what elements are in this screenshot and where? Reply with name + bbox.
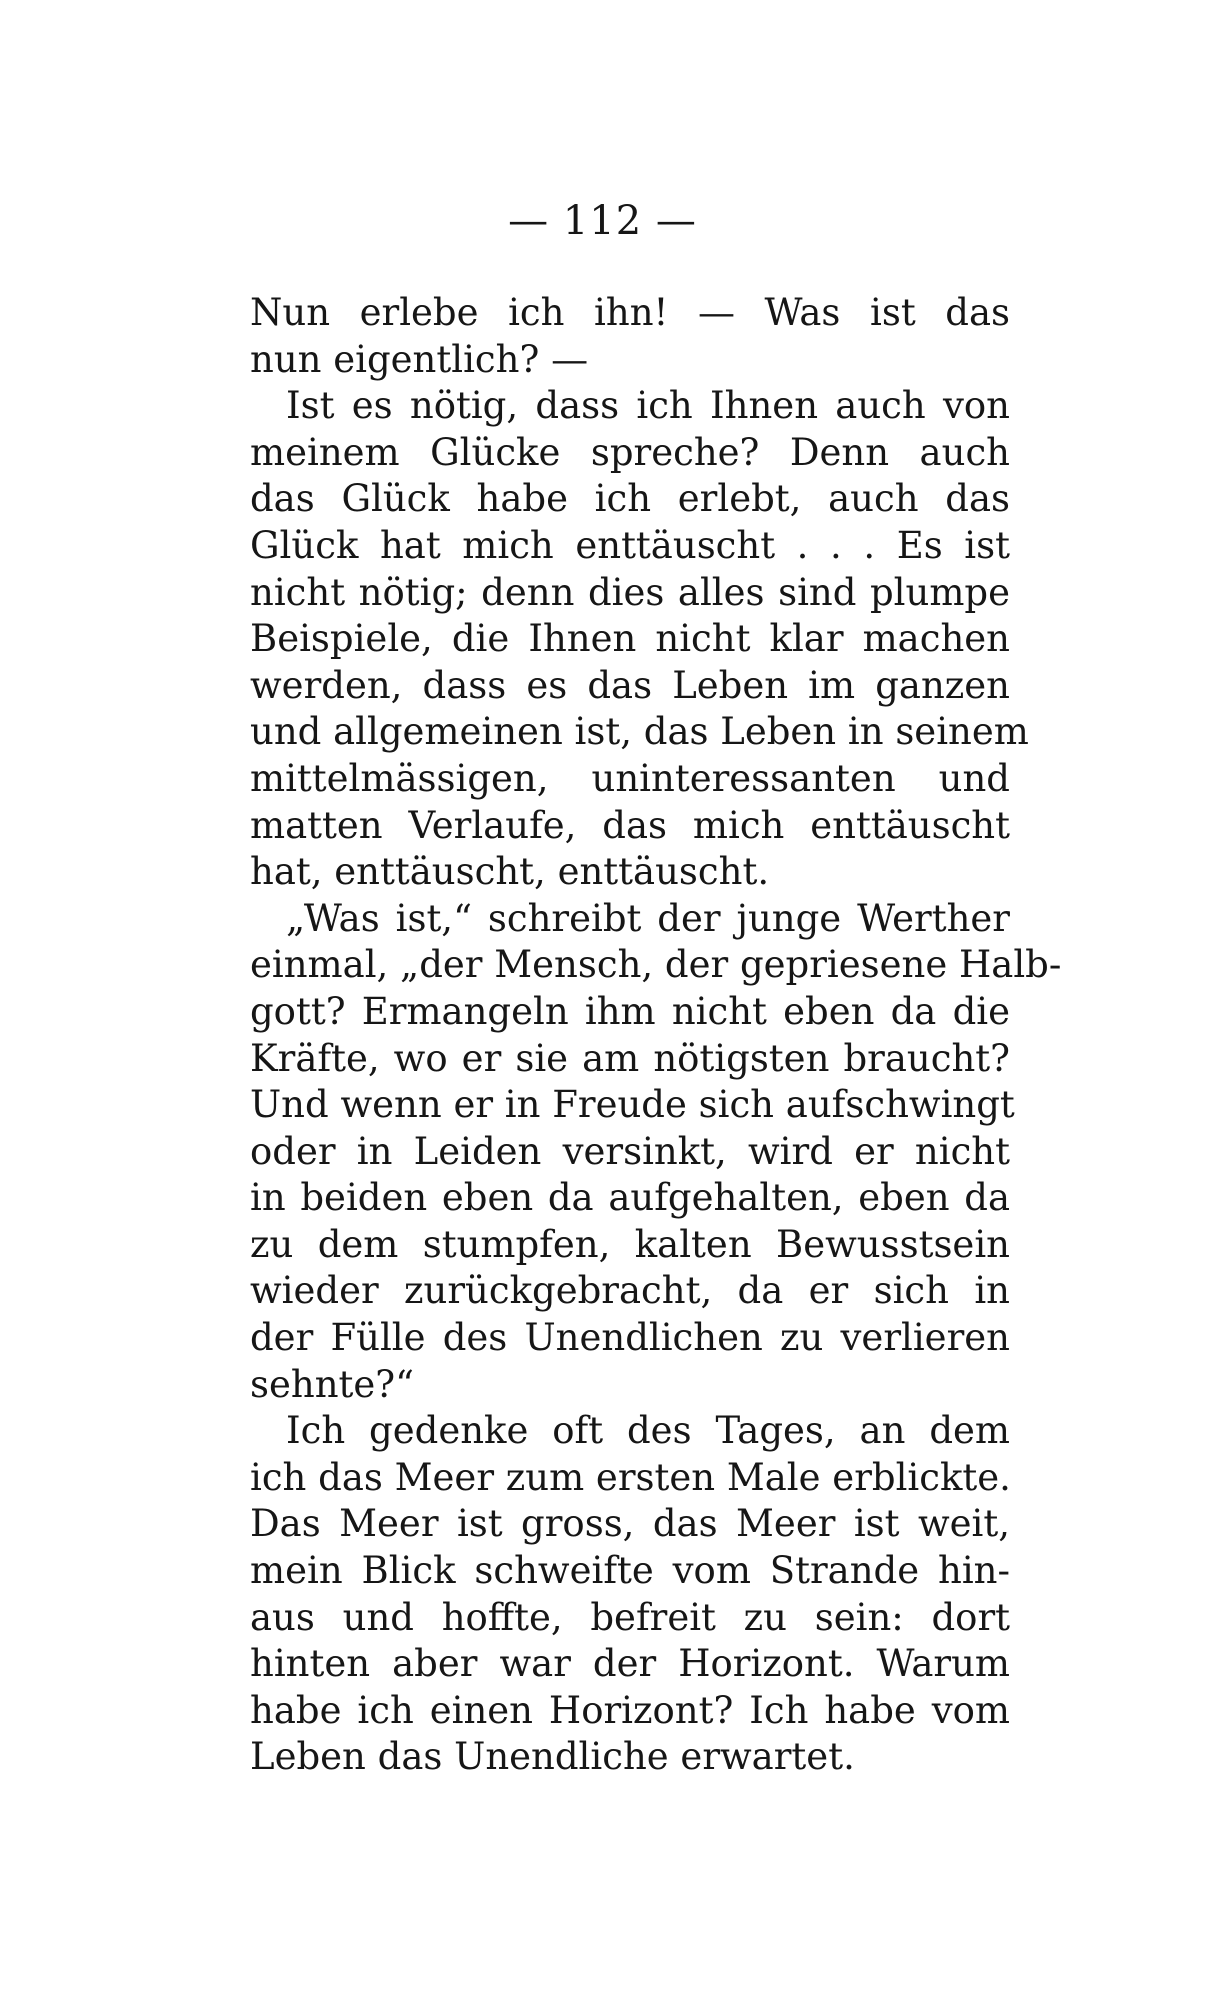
text-line: matten Verlaufe, das mich enttäuscht (250, 803, 1010, 847)
text-line: einmal, „der Mensch, der gepriesene Halb- (250, 943, 1062, 987)
text-line: „Was ist,“ schreibt der junge Werther (286, 896, 1010, 940)
text-line: Leben das Unendliche erwartet. (250, 1735, 855, 1779)
text-line: in beiden eben da aufgehalten, eben da (250, 1176, 1010, 1220)
text-line: mittelmässigen, uninteressanten und (250, 756, 1010, 800)
text-line: der Fülle des Unendlichen zu verlieren (250, 1316, 1010, 1360)
text-line: aus und hoffte, befreit zu sein: dort (250, 1595, 1010, 1639)
text-line: nun eigentlich? — (250, 337, 589, 381)
page-number: — 112 — (508, 198, 697, 244)
text-line: hat, enttäuscht, enttäuscht. (250, 850, 770, 894)
text-line: wieder zurückgebracht, da er sich in (250, 1269, 1010, 1313)
text-line: werden, dass es das Leben im ganzen (250, 663, 1010, 707)
text-line: sehnte?“ (250, 1362, 415, 1406)
text-line: Ist es nötig, dass ich Ihnen auch von (286, 384, 1010, 428)
text-line: gott? Ermangeln ihm nicht eben da die (250, 989, 1010, 1033)
text-line: hinten aber war der Horizont. Warum (250, 1642, 1010, 1686)
text-line: Glück hat mich enttäuscht . . . Es ist (250, 523, 1010, 567)
text-line: oder in Leiden versinkt, wird er nicht (250, 1129, 1010, 1173)
text-line: habe ich einen Horizont? Ich habe vom (250, 1688, 1010, 1732)
text-line: Ich gedenke oft des Tages, an dem (286, 1409, 1010, 1453)
text-line: das Glück habe ich erlebt, auch das (250, 477, 1010, 521)
text-line: mein Blick schweifte vom Strande hin- (250, 1549, 1010, 1593)
body-text (250, 290, 1062, 1781)
text-line: Nun erlebe ich ihn! — Was ist das (250, 291, 1010, 334)
text-line: zu dem stumpfen, kalten Bewusstsein (250, 1222, 1010, 1266)
text-line: Beispiele, die Ihnen nicht klar machen (250, 617, 1010, 661)
text-line: ich das Meer zum ersten Male erblickte. (250, 1455, 1011, 1499)
text-line: Das Meer ist gross, das Meer ist weit, (250, 1502, 1010, 1546)
text-line: Und wenn er in Freude sich aufschwingt (250, 1083, 1015, 1127)
text-line: Kräfte, wo er sie am nötigsten braucht? (250, 1036, 1010, 1080)
text-line: nicht nötig; denn dies alles sind plumpe (250, 570, 1010, 614)
text-line: meinem Glücke spreche? Denn auch (250, 430, 1010, 474)
text-line: und allgemeinen ist, das Leben in seinem (250, 710, 1029, 754)
